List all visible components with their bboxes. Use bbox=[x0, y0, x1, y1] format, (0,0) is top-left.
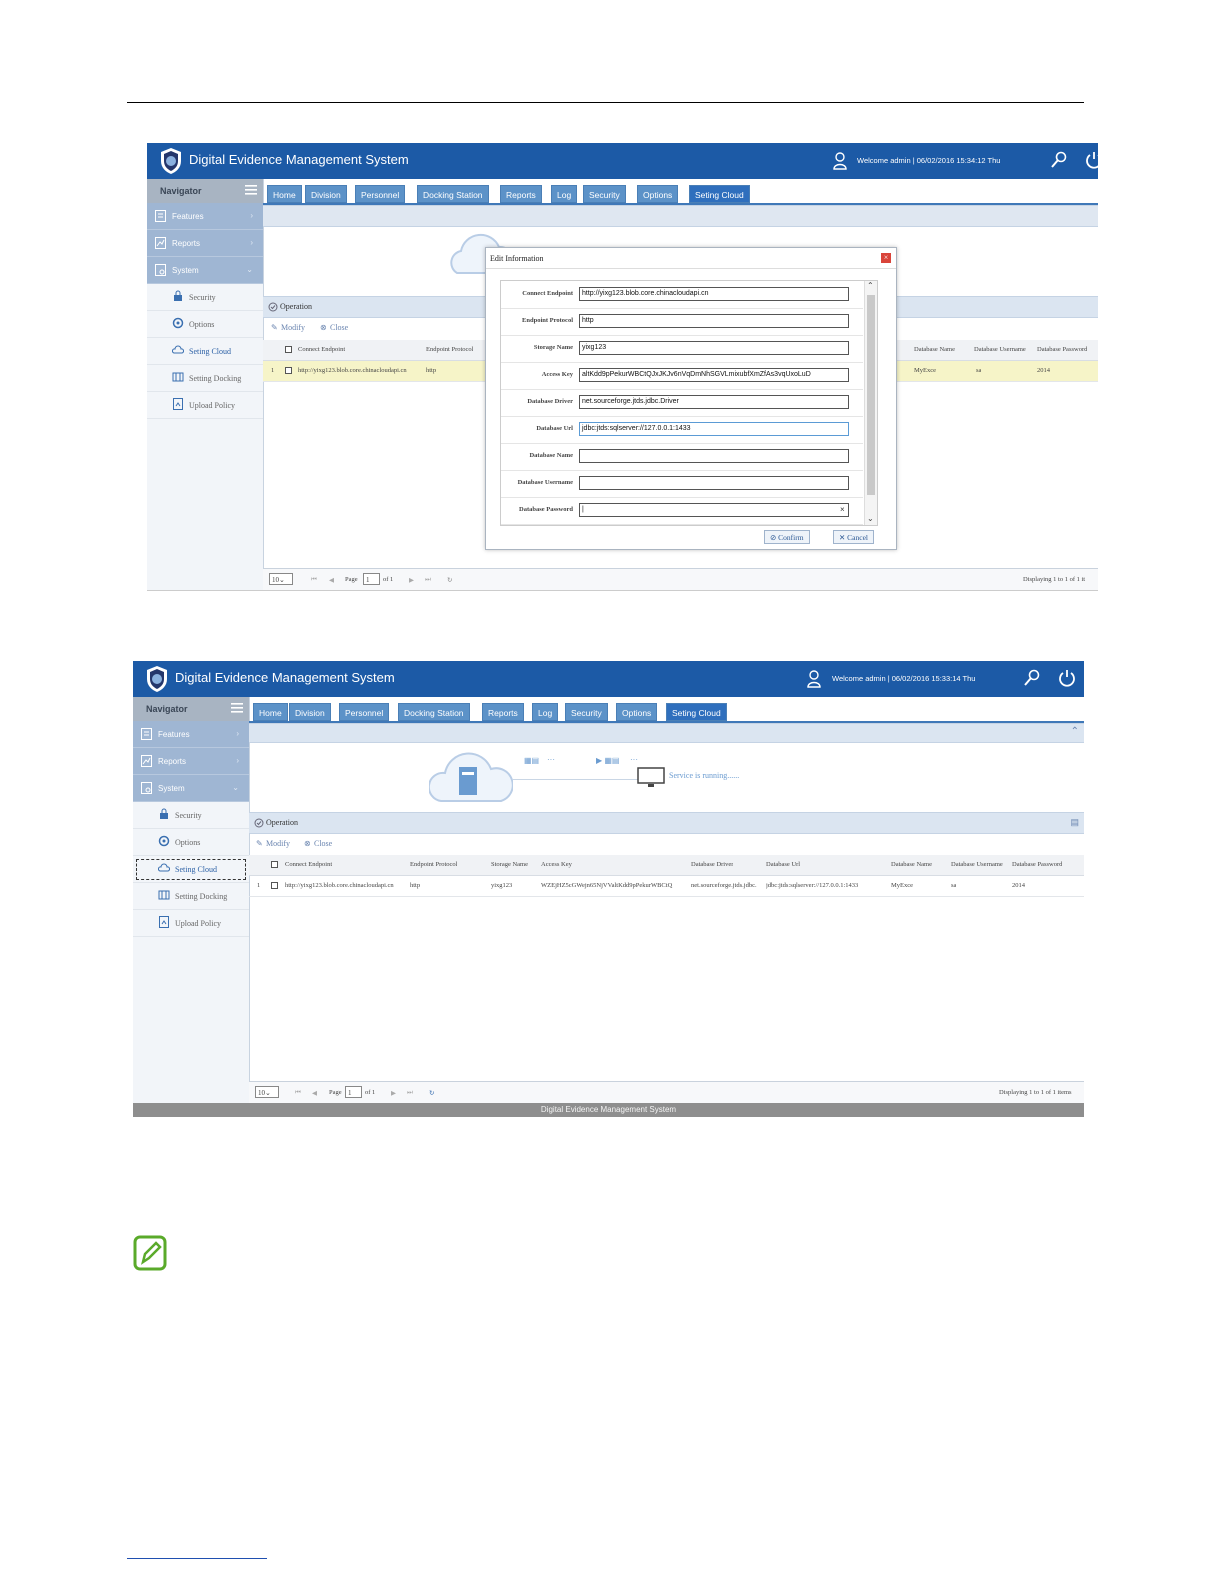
field-label: Access Key bbox=[541, 371, 573, 378]
column-header: Endpoint Protocol bbox=[426, 346, 474, 353]
display-count: Displaying 1 to 1 of 1 it bbox=[1023, 576, 1086, 583]
app-footer: Digital Evidence Management System bbox=[133, 1103, 1084, 1117]
sidebar-item-setting-docking[interactable] bbox=[133, 883, 249, 910]
system-icon bbox=[141, 782, 152, 794]
refresh-icon[interactable]: ↻ bbox=[447, 577, 453, 584]
form-row bbox=[501, 389, 863, 417]
upload-policy-icon bbox=[172, 398, 184, 410]
operation-label: Operation bbox=[280, 302, 312, 311]
sidebar-item-upload-policy[interactable] bbox=[133, 910, 249, 937]
tab-options[interactable]: Options bbox=[616, 703, 657, 721]
page-size-select[interactable]: 10⌄ bbox=[269, 573, 293, 585]
chevron-right-icon: › bbox=[236, 729, 239, 738]
tab-home[interactable]: Home bbox=[253, 703, 288, 721]
search-icon[interactable] bbox=[1050, 151, 1068, 169]
connect-endpoint-field[interactable]: http://yixg123.blob.core.chinacloudapi.cn bbox=[579, 287, 849, 301]
form-row bbox=[501, 416, 863, 444]
cell-database-url: jdbc:jtds:sqlserver://127.0.0.1:1433 bbox=[766, 882, 859, 889]
tab-security[interactable]: Security bbox=[583, 185, 626, 203]
grid-header bbox=[249, 855, 1084, 876]
tab-docking-station[interactable]: Docking Station bbox=[417, 185, 489, 203]
dialog-close-icon[interactable]: × bbox=[881, 253, 891, 263]
scroll-up-icon[interactable]: ⌃ bbox=[867, 281, 874, 290]
field-label: Database Driver bbox=[527, 398, 573, 405]
field-label: Database Username bbox=[517, 479, 573, 486]
form-row bbox=[501, 362, 863, 390]
operation-label: Operation bbox=[266, 818, 298, 827]
dialog-header bbox=[486, 248, 896, 269]
confirm-label: Confirm bbox=[778, 533, 804, 542]
edit-information-dialog bbox=[485, 247, 897, 550]
cell-database-password: 2014 bbox=[1037, 367, 1050, 374]
cell-database-name: MyExce bbox=[914, 367, 937, 374]
column-header: Database Driver bbox=[691, 861, 734, 868]
page-size-select[interactable]: 10⌄ bbox=[255, 1086, 279, 1098]
tab-reports[interactable]: Reports bbox=[482, 703, 524, 721]
column-header: Connect Endpoint bbox=[285, 861, 333, 868]
menu-icon[interactable] bbox=[245, 185, 257, 195]
page-input[interactable]: 1 bbox=[363, 573, 380, 585]
navigator-sidebar bbox=[147, 179, 264, 590]
form-row bbox=[501, 470, 863, 498]
database-url-field[interactable]: jdbc:jtds:sqlserver://127.0.0.1:1433 bbox=[579, 422, 849, 436]
tab-reports[interactable]: Reports bbox=[500, 185, 542, 203]
scrollbar-thumb[interactable] bbox=[867, 295, 875, 495]
navigator-title: Navigator bbox=[146, 704, 188, 714]
column-header: Database Password bbox=[1012, 861, 1063, 868]
sidebar-item-label: Seting Cloud bbox=[189, 347, 232, 356]
database-password-field[interactable]: | bbox=[579, 503, 849, 517]
select-all-checkbox[interactable] bbox=[271, 861, 278, 868]
document-icon bbox=[141, 728, 152, 740]
table-row[interactable] bbox=[249, 876, 1084, 897]
sidebar-item-label: Upload Policy bbox=[189, 401, 235, 410]
form-row bbox=[501, 308, 863, 336]
last-page-icon[interactable]: ⏭ bbox=[407, 1089, 413, 1096]
scroll-down-icon[interactable]: ⌄ bbox=[867, 514, 874, 523]
operation-panel-header bbox=[249, 812, 1084, 834]
first-page-icon[interactable]: ⏮ bbox=[311, 576, 317, 583]
cell-database-driver: net.sourceforge.jtds.jdbc. bbox=[691, 882, 757, 889]
cancel-icon: ✕ bbox=[839, 533, 846, 542]
cancel-label: Cancel bbox=[847, 533, 868, 542]
tab-division[interactable]: Division bbox=[289, 703, 331, 721]
column-header: Database Username bbox=[974, 346, 1026, 353]
tab-seting-cloud[interactable]: Seting Cloud bbox=[689, 185, 750, 203]
form-row bbox=[501, 443, 863, 471]
transfer-dots: ··· bbox=[630, 755, 638, 764]
report-icon bbox=[155, 237, 166, 249]
footnote-rule bbox=[127, 1558, 267, 1559]
cloud-settings-icon bbox=[172, 344, 184, 356]
column-header: Database Username bbox=[951, 861, 1003, 868]
tab-log[interactable]: Log bbox=[551, 185, 577, 203]
nav-group-label: Reports bbox=[172, 239, 201, 248]
sidebar-item-security[interactable] bbox=[147, 284, 263, 311]
nav-group-label: System bbox=[158, 784, 185, 793]
sidebar-item-label: Setting Docking bbox=[175, 892, 228, 901]
tab-options[interactable]: Options bbox=[637, 185, 678, 203]
sidebar-item-label: Seting Cloud bbox=[175, 865, 218, 874]
play-transfer-icon: ▶ ▦▤ bbox=[596, 756, 620, 765]
cancel-button[interactable] bbox=[833, 530, 874, 544]
field-label: Storage Name bbox=[533, 344, 573, 351]
row-index: 1 bbox=[257, 882, 261, 889]
app-logo-icon bbox=[159, 147, 183, 175]
transfer-files-icon: ▦▤ bbox=[524, 756, 540, 765]
column-header: Connect Endpoint bbox=[298, 346, 346, 353]
cell-database-username: sa bbox=[951, 882, 957, 889]
select-all-checkbox[interactable] bbox=[285, 346, 292, 353]
next-page-icon[interactable]: ▶ bbox=[391, 1090, 396, 1097]
nav-group-label: Reports bbox=[158, 757, 187, 766]
sidebar-item-label: Setting Docking bbox=[189, 374, 242, 383]
chevron-right-icon: › bbox=[236, 756, 239, 765]
database-driver-field[interactable]: net.sourceforge.jtds.jdbc.Driver bbox=[579, 395, 849, 409]
cloud-server-icon bbox=[429, 747, 513, 809]
cell-access-key: WZEjHZ5cGWejn65NjVValtKdd9pPekurWBCtQ bbox=[541, 882, 673, 889]
row-checkbox[interactable] bbox=[271, 882, 278, 889]
sidebar-item-label: Upload Policy bbox=[175, 919, 221, 928]
operation-toolbar bbox=[249, 834, 1084, 854]
close-button[interactable]: Close bbox=[330, 323, 349, 332]
tab-division[interactable]: Division bbox=[305, 185, 347, 203]
nav-group-reports[interactable] bbox=[133, 748, 249, 775]
power-icon[interactable] bbox=[1085, 151, 1098, 169]
dialog-form bbox=[500, 280, 878, 526]
sidebar-item-label: Security bbox=[189, 293, 216, 302]
service-panel-header bbox=[263, 205, 1098, 227]
pager bbox=[263, 568, 1098, 591]
user-icon bbox=[833, 152, 847, 170]
modify-button[interactable]: Modify bbox=[266, 839, 290, 848]
lock-icon bbox=[158, 808, 170, 820]
prev-page-icon[interactable]: ◀ bbox=[329, 577, 334, 584]
page-label: Page bbox=[329, 1089, 342, 1096]
app-title: Digital Evidence Management System bbox=[189, 152, 409, 167]
chevron-right-icon: › bbox=[250, 211, 253, 220]
column-header: Storage Name bbox=[491, 861, 529, 868]
system-icon bbox=[155, 264, 166, 276]
page-of-label: of 1 bbox=[383, 576, 394, 583]
storage-name-field[interactable]: yixg123 bbox=[579, 341, 849, 355]
refresh-icon[interactable]: ↻ bbox=[429, 1090, 435, 1097]
nav-group-system[interactable] bbox=[147, 257, 263, 284]
note-icon bbox=[133, 1235, 167, 1271]
database-name-field[interactable] bbox=[579, 449, 849, 463]
page-of-label: of 1 bbox=[365, 1089, 376, 1096]
form-row bbox=[501, 335, 863, 363]
confirm-icon: ⊘ bbox=[770, 533, 777, 542]
lock-icon bbox=[172, 290, 184, 302]
field-label: Database Password bbox=[519, 506, 573, 513]
cell-endpoint-protocol: http bbox=[410, 882, 421, 889]
endpoint-protocol-field[interactable]: http bbox=[579, 314, 849, 328]
sidebar-item-security[interactable] bbox=[133, 802, 249, 829]
sidebar-item-label: Security bbox=[175, 811, 202, 820]
sidebar-item-setting-docking[interactable] bbox=[147, 365, 263, 392]
welcome-text: Welcome admin | 06/02/2016 15:34:12 Thu bbox=[857, 156, 1001, 165]
collapse-up-icon[interactable]: ⌃ bbox=[1070, 726, 1079, 737]
check-circle-icon bbox=[254, 818, 264, 828]
column-header: Database Name bbox=[914, 346, 955, 353]
cloud-settings-icon bbox=[158, 862, 170, 874]
confirm-button[interactable] bbox=[764, 530, 810, 544]
service-panel-header bbox=[249, 723, 1084, 743]
nav-group-reports[interactable] bbox=[147, 230, 263, 257]
next-page-icon[interactable]: ▶ bbox=[409, 577, 414, 584]
tab-home[interactable]: Home bbox=[267, 185, 302, 203]
nav-group-system[interactable] bbox=[133, 775, 249, 802]
app-header bbox=[133, 661, 1084, 697]
sidebar-item-seting-cloud[interactable] bbox=[133, 856, 249, 883]
pager bbox=[249, 1081, 1084, 1104]
docking-icon bbox=[172, 371, 184, 383]
app-title: Digital Evidence Management System bbox=[175, 670, 395, 685]
search-icon[interactable] bbox=[1023, 669, 1041, 687]
column-header: Database Name bbox=[891, 861, 932, 868]
monitor-icon bbox=[637, 767, 665, 789]
close-circle-icon: ⊗ bbox=[304, 839, 311, 848]
nav-group-label: Features bbox=[158, 730, 190, 739]
gear-icon bbox=[158, 835, 170, 847]
check-circle-icon bbox=[268, 302, 278, 312]
chevron-down-icon: ⌄ bbox=[246, 265, 253, 274]
page-top-rule bbox=[127, 102, 1084, 103]
page-input[interactable]: 1 bbox=[345, 1086, 362, 1098]
welcome-text: Welcome admin | 06/02/2016 15:33:14 Thu bbox=[832, 674, 976, 683]
gear-icon bbox=[172, 317, 184, 329]
navigator-header bbox=[147, 179, 263, 203]
database-username-field[interactable] bbox=[579, 476, 849, 490]
navigator-title: Navigator bbox=[160, 186, 202, 196]
transfer-dots: ··· bbox=[547, 755, 555, 764]
tab-docking-station[interactable]: Docking Station bbox=[398, 703, 470, 721]
tab-personnel[interactable]: Personnel bbox=[355, 185, 405, 203]
sidebar-item-upload-policy[interactable] bbox=[147, 392, 263, 419]
export-icon[interactable]: ▤ bbox=[1070, 817, 1079, 827]
first-page-icon[interactable]: ⏮ bbox=[295, 1089, 301, 1096]
cell-connect-endpoint: http://yixg123.blob.core.chinacloudapi.cn bbox=[298, 367, 407, 374]
column-header: Database Password bbox=[1037, 346, 1088, 353]
row-checkbox[interactable] bbox=[285, 367, 292, 374]
sidebar-item-seting-cloud[interactable] bbox=[147, 338, 263, 365]
dialog-title: Edit Information bbox=[490, 254, 544, 263]
sidebar-item-options[interactable] bbox=[133, 829, 249, 856]
close-circle-icon: ⊗ bbox=[320, 323, 327, 332]
app-header bbox=[147, 143, 1098, 179]
docking-icon bbox=[158, 889, 170, 901]
cell-database-password: 2014 bbox=[1012, 882, 1025, 889]
tab-seting-cloud[interactable]: Seting Cloud bbox=[666, 703, 727, 721]
last-page-icon[interactable]: ⏭ bbox=[425, 576, 431, 583]
clear-field-icon[interactable]: × bbox=[840, 505, 845, 514]
upload-policy-icon bbox=[158, 916, 170, 928]
cell-connect-endpoint: http://yixg123.blob.core.chinacloudapi.cn bbox=[285, 882, 394, 889]
sidebar-item-label: Options bbox=[189, 320, 215, 329]
page-label: Page bbox=[345, 576, 358, 583]
menu-icon[interactable] bbox=[231, 703, 243, 713]
modify-button[interactable]: Modify bbox=[281, 323, 305, 332]
nav-group-features[interactable] bbox=[147, 203, 263, 230]
cell-storage-name: yixg123 bbox=[491, 882, 513, 889]
sidebar-item-options[interactable] bbox=[147, 311, 263, 338]
tab-log[interactable]: Log bbox=[532, 703, 558, 721]
chevron-right-icon: › bbox=[250, 238, 253, 247]
cell-endpoint-protocol: http bbox=[426, 367, 437, 374]
nav-group-label: Features bbox=[172, 212, 204, 221]
tab-personnel[interactable]: Personnel bbox=[339, 703, 389, 721]
display-count: Displaying 1 to 1 of 1 items bbox=[999, 1089, 1072, 1096]
navigator-sidebar bbox=[133, 697, 250, 1103]
dialog-scrollbar[interactable] bbox=[864, 281, 877, 525]
form-row bbox=[501, 497, 863, 525]
connection-line bbox=[513, 779, 638, 780]
cell-database-username: sa bbox=[976, 367, 982, 374]
close-button[interactable]: Close bbox=[314, 839, 333, 848]
service-status-text: Service is running...... bbox=[669, 771, 740, 780]
field-label: Endpoint Protocol bbox=[522, 317, 573, 324]
tab-security[interactable]: Security bbox=[565, 703, 608, 721]
chevron-down-icon: ⌄ bbox=[232, 783, 239, 792]
app-logo-icon bbox=[145, 665, 169, 693]
field-label: Database Url bbox=[536, 425, 573, 432]
column-header: Access Key bbox=[541, 861, 572, 868]
column-header: Endpoint Protocol bbox=[410, 861, 458, 868]
sidebar-item-label: Options bbox=[175, 838, 201, 847]
power-icon[interactable] bbox=[1058, 669, 1076, 687]
pencil-icon: ✎ bbox=[256, 839, 263, 848]
pencil-icon: ✎ bbox=[271, 323, 278, 332]
report-icon bbox=[141, 755, 152, 767]
nav-group-label: System bbox=[172, 266, 199, 275]
field-label: Database Name bbox=[529, 452, 573, 459]
row-index: 1 bbox=[271, 367, 275, 374]
prev-page-icon[interactable]: ◀ bbox=[312, 1090, 317, 1097]
field-label: Connect Endpoint bbox=[522, 290, 573, 297]
navigator-header bbox=[133, 697, 249, 721]
nav-group-features[interactable] bbox=[133, 721, 249, 748]
screenshot-edit-dialog bbox=[147, 143, 1098, 591]
screenshot-service-running bbox=[133, 661, 1084, 1117]
document-icon bbox=[155, 210, 166, 222]
access-key-field[interactable]: altKdd9pPekurWBCtQJxJKJv6nVqDmNhSGVLmixubfXmZfAs3vqUxoLuD bbox=[579, 368, 849, 382]
form-row bbox=[501, 281, 863, 309]
column-header: Database Url bbox=[766, 861, 801, 868]
cell-database-name: MyExce bbox=[891, 882, 914, 889]
user-icon bbox=[807, 670, 821, 688]
